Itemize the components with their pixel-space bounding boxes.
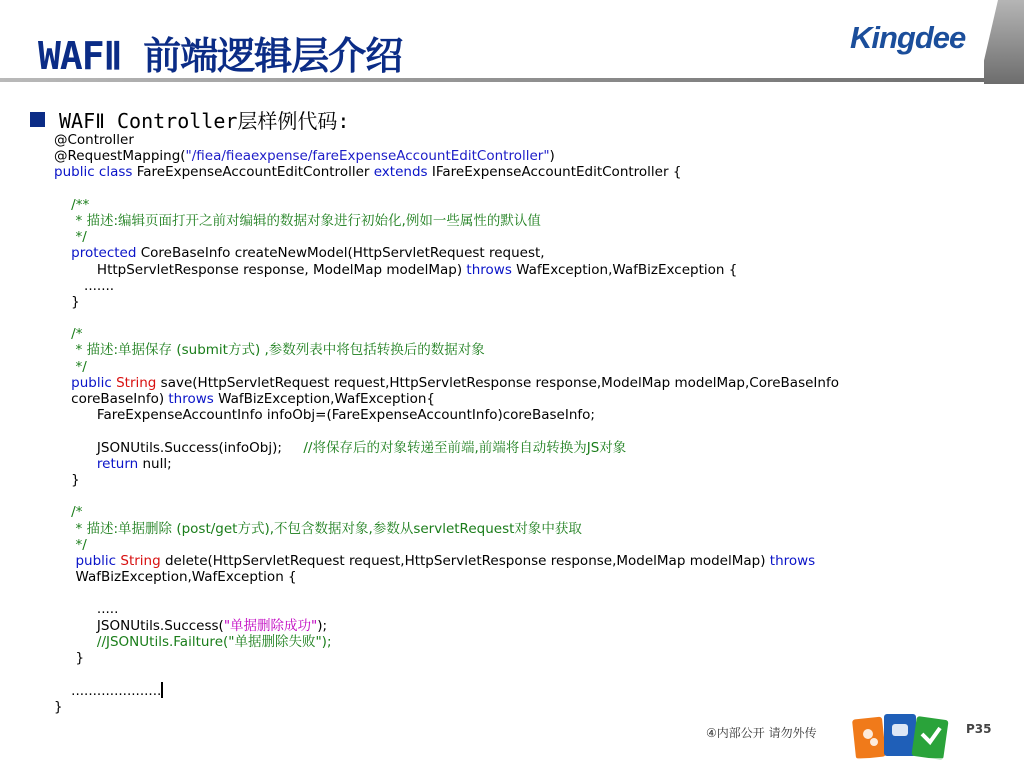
code-line: ..... [54, 601, 119, 618]
code-line: } [54, 293, 80, 310]
code-line: } [54, 650, 85, 666]
code-line: FareExpenseAccountInfo infoObj=(FareExpenseAccountInfo)coreBaseInfo; [54, 407, 595, 424]
code-line: HttpServletResponse response, ModelMap modelMap) throws WafException,WafBizException { [54, 261, 738, 278]
decorative-tiles-icon [848, 712, 958, 768]
code-comment: * 描述:单据保存 (submit方式) ,参数列表中将包括转换后的数据对象 [54, 342, 485, 359]
code-line: } [54, 698, 63, 715]
code-blank [54, 423, 1014, 439]
code-comment: /* [54, 504, 83, 521]
code-comment: * 描述:编辑页面打开之前对编辑的数据对象进行初始化,例如一些属性的默认值 [54, 212, 541, 229]
code-line: } [54, 471, 80, 488]
code-line: public String delete(HttpServletRequest request,HttpServletResponse response,ModelMap modelMap) throws [54, 552, 816, 569]
code-line: JSONUtils.Success("单据删除成功"); [54, 617, 328, 634]
code-comment: */ [54, 536, 87, 553]
code-comment: */ [54, 229, 87, 246]
corner-decoration [984, 0, 1024, 84]
code-line: protected CoreBaseInfo createNewModel(HttpServletRequest request, [54, 245, 545, 262]
code-comment: * 描述:单据删除 (post/get方式),不包含数据对象,参数从servletRequest对象中获取 [54, 520, 582, 537]
code-line: ..................... [54, 683, 162, 700]
code-line: return null; [96, 455, 172, 472]
slide-title: WAFⅡ 前端逻辑层介绍 [38, 34, 403, 78]
code-line: JSONUtils.Success(infoObj); //将保存后的对象转递至前端,前端将自动转换为JS对象 [54, 439, 627, 456]
logo-text: Kingdee [850, 20, 966, 55]
code-comment: */ [54, 358, 87, 375]
code-comment: /** [54, 196, 90, 213]
code-line: public class FareExpenseAccountEditController extends IFareExpenseAccountEditController { [54, 164, 682, 181]
bullet-item [30, 105, 349, 134]
code-line: ....... [54, 277, 115, 294]
code-blank [54, 310, 1014, 326]
text-cursor [161, 682, 163, 698]
title-divider [0, 78, 1000, 82]
code-line: WafBizException,WafException { [54, 569, 297, 586]
kingdee-logo [848, 16, 978, 60]
confidentiality-note: ④内部公开 请勿外传 [706, 726, 817, 740]
bullet-square-icon [30, 112, 45, 127]
code-blank [54, 181, 1014, 197]
code-blank [54, 666, 1014, 682]
code-line: @Controller [54, 132, 134, 148]
code-comment: /* [54, 326, 83, 343]
code-line: coreBaseInfo) throws WafBizException,WafException{ [54, 391, 435, 407]
code-line: @RequestMapping("/fiea/fieaexpense/fareExpenseAccountEditController") [54, 148, 555, 165]
page-number: P35 [966, 722, 992, 736]
code-blank [54, 585, 1014, 601]
code-block [54, 132, 1014, 715]
code-comment: //JSONUtils.Failture("单据删除失败"); [54, 633, 332, 650]
code-line: public String save(HttpServletRequest request,HttpServletResponse response,ModelMap modelMap,CoreBaseInfo [54, 374, 839, 391]
code-blank [54, 488, 1014, 504]
bullet-text: WAFⅡ Controller层样例代码: [59, 109, 350, 133]
